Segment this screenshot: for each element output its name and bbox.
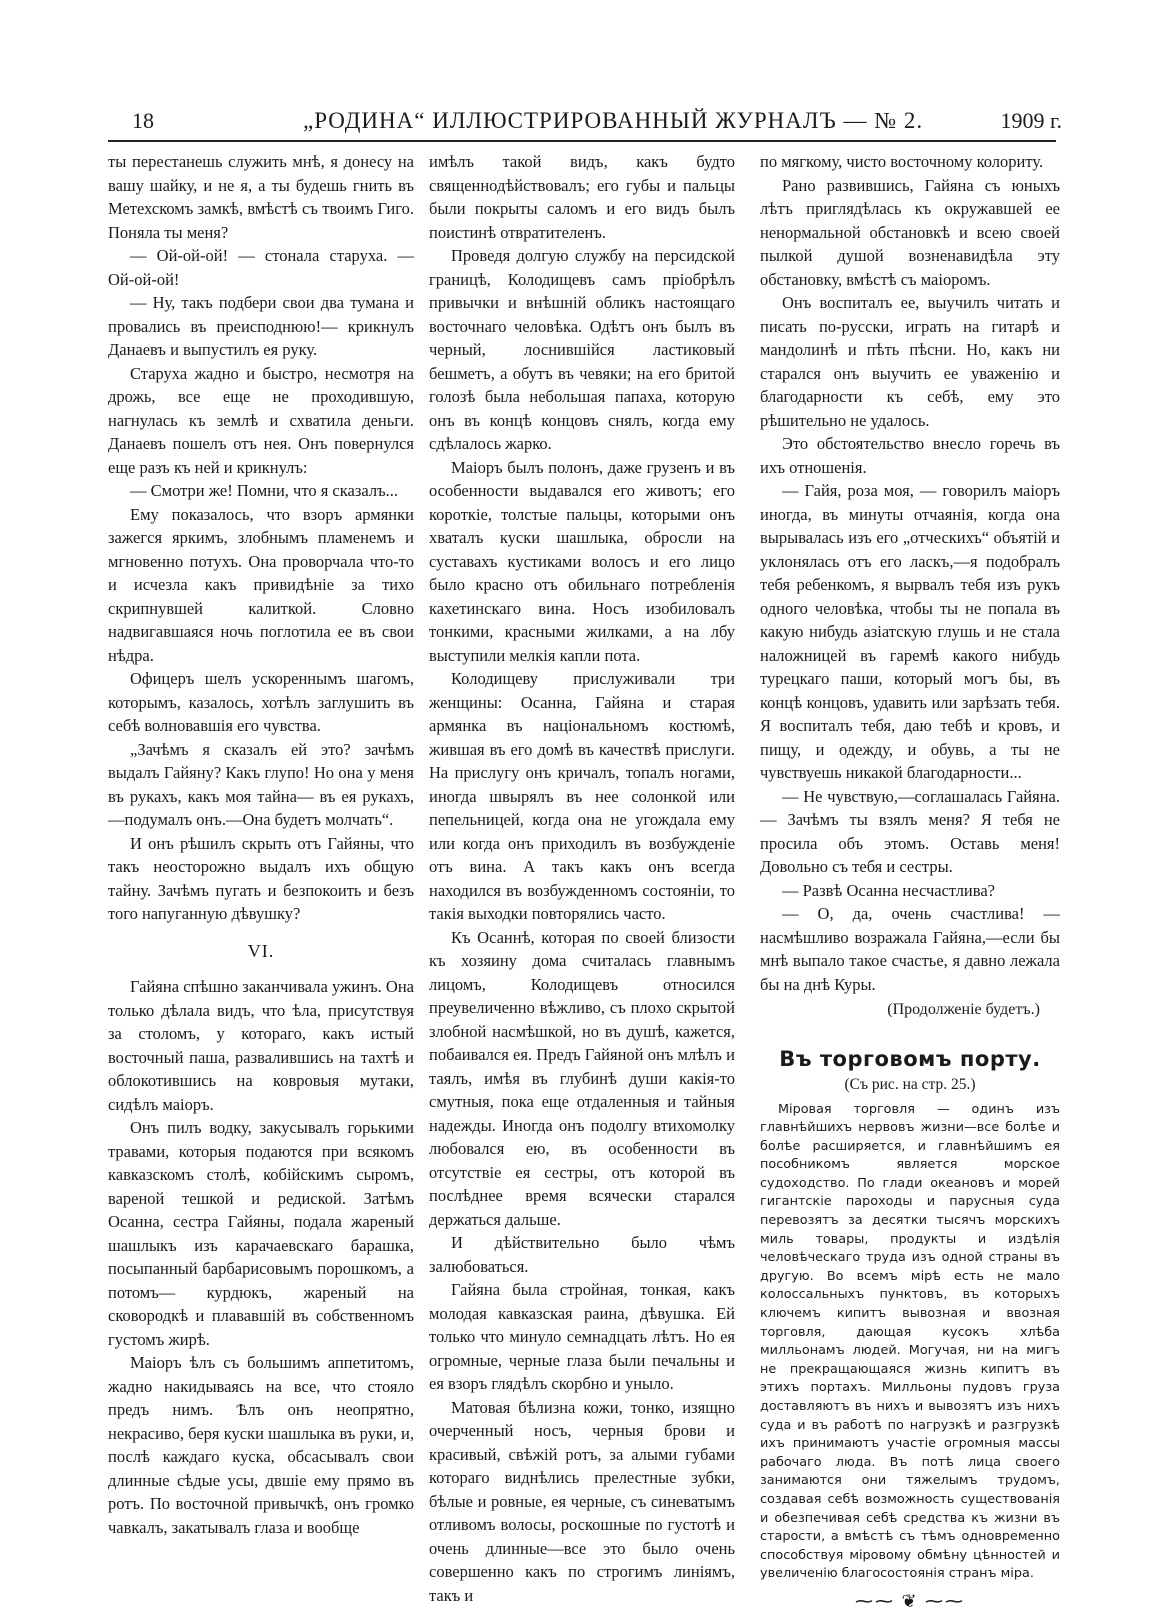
ornament-icon: ⁓⁓ ❦ ⁓⁓	[854, 1590, 966, 1611]
section-number: VI.	[247, 940, 275, 961]
paragraph: имѣлъ такой видъ, какъ будто священнодѣйствовалъ; его губы и пальцы были покрыты саломъ и его видъ былъ поистинѣ отвратителенъ.	[429, 152, 735, 242]
paragraph: Къ Осаннѣ, которая по своей близости къ хозяину дома считалась главнымъ лицомъ, Колодищевъ относился преувеличенно вѣжливо, съ плохо скрытой злобной насмѣшкой, но въ душѣ, кажется, побаивался ея. Предъ Гайяной онъ млѣлъ и таялъ, имѣя въ глубинѣ души какія-то смутныя, пока еще отдаленныя и тайныя надежды. Иногда онъ подолгу втихомолку любовался ею, въ особенности въ отсутствіе ея сестры, отъ которой въ послѣднее время всячески старался держаться дальше.	[429, 927, 735, 1229]
column-3	[760, 150, 1060, 1613]
header-rule	[108, 140, 1056, 142]
paragraph: — О, да, очень счастлива! — насмѣшливо возражала Гайяна,—если бы мнѣ выпало такое счастье, я давно лежала бы на днѣ Куры.	[760, 904, 1060, 994]
page-header	[118, 108, 1068, 144]
paragraph: ты перестанешь служить мнѣ, я донесу на вашу шайку, и не я, а ты будешь гнить въ Метехскомъ замкѣ, вмѣстѣ съ твоимъ Гиго. Поняла ты меня?	[108, 152, 414, 242]
paragraph: Гайяна спѣшно заканчивала ужинъ. Она только дѣлала видъ, что ѣла, присутствуя за столомъ, у котораго, какъ истый восточный паша, развалившись на тахтѣ и облокотившись на ковровыя мутаки, сидѣлъ маіоръ.	[108, 977, 414, 1114]
paragraph: Старуха жадно и быстро, несмотря на дрожь, все еще не проходившую, нагнулась къ землѣ и схватила деньги. Данаевъ пошелъ отъ нея. Онъ повернулся еще разъ къ ней и крикнулъ:	[108, 363, 414, 477]
paragraph: Гайяна была стройная, тонкая, какъ молодая кавказская раина, дѣвушка. Ей только что минуло семнадцать лѣтъ. Но ея огромные, черные глаза были печальны и ея взоръ глядѣлъ скорбно и уныло.	[429, 1280, 735, 1393]
paragraph: Это обстоятельство внесло горечь въ ихъ отношенія.	[760, 434, 1060, 477]
paragraph: — Смотри же! Помни, что я сказалъ...	[130, 481, 398, 500]
paragraph: Колодищеву прислуживали три женщины: Осанна, Гайяна и старая армянка въ національномъ костюмѣ, жившая въ его домѣ въ качествѣ прислуги. На прислугу онъ кричалъ, топалъ ногами, иногда швырялъ въ нее солонкой или пепельницей, когда она не угождала ему или когда онъ приходилъ въ возбужденіе отъ вина. А такъ какъ онъ всегда находился въ возбужденномъ состояніи, то такія выходки повторялись часто.	[429, 669, 735, 923]
column-2	[429, 150, 735, 1607]
paragraph: Рано развившись, Гайяна съ юныхъ лѣтъ приглядѣлась къ окружавшей ее ненормальной обстановкѣ и всею своей пылкой душой возненавидѣла эту обстановку, вмѣстѣ съ маіоромъ.	[760, 175, 1060, 289]
paragraph: И онъ рѣшилъ скрыть отъ Гайяны, что такъ неосторожно выдалъ ихъ общую тайну. Зачѣмъ пугать и безпокоить и безъ того напуганную дѣвушку?	[108, 833, 414, 923]
paragraph: И дѣйствительно было чѣмъ залюбоваться.	[429, 1233, 735, 1276]
paragraph: Офицеръ шелъ ускореннымъ шагомъ, которымъ, казалось, хотѣлъ заглушить въ себѣ волновавшія его чувства.	[108, 669, 414, 735]
paragraph: по мягкому, чисто восточному колориту.	[760, 152, 1044, 171]
to-be-continued: (Продолженіе будетъ.)	[887, 1001, 1040, 1018]
paragraph: „Зачѣмъ я сказалъ ей это? зачѣмъ выдалъ Гайяну? Какъ глупо! Но она у меня въ рукахъ, какъ моя тайна— въ ея рукахъ,—подумалъ онъ.—Она будетъ молчать“.	[108, 739, 414, 829]
column-1	[108, 150, 414, 1539]
paragraph: — Ой-ой-ой! — стонала старуха. — Ой-ой-ой!	[108, 246, 414, 289]
paragraph: — Развѣ Осанна несчастлива?	[782, 880, 995, 900]
paragraph: Проведя долгую службу на персидской границѣ, Колодищевъ самъ пріобрѣлъ привычки и внѣшній обликъ настоящаго восточнаго человѣка. Одѣтъ онъ былъ въ черный, лоснившійся ластиковый бешметъ, а обутъ въ чевяки; на его бритой голозѣ была небольшая папаха, которую онъ въ концѣ концовъ снялъ, когда ему сдѣлалось жарко.	[429, 246, 735, 453]
paragraph: Онъ пилъ водку, закусывалъ горькими травами, которыя подаются при всякомъ кавказскомъ столѣ, кобійскимъ сыромъ, вареной тешкой и редиской. Затѣмъ Осанна, сестра Гайяны, подала жареный шашлыкъ изъ карачаевскаго барашка, посыпанный барбарисовымъ порошкомъ, а потомъ— курдюкъ, жареный на сковородкѣ и плававшій въ собственномъ густомъ жирѣ.	[108, 1118, 414, 1349]
issue-year: 1909 г.	[1000, 108, 1062, 133]
paragraph: Міровая торговля — одинъ изъ главнѣйшихъ нервовъ жизни—все болѣе и болѣе расширяется, и главнѣйшимъ ея пособникомъ является морское судоходство. По глади океановъ и морей гигантскіе пароходы и парусныя суда перевозятъ за десятки тысячъ морскихъ миль товары, продукты и издѣлія человѣческаго труда изъ одной страны въ другую. Во всемъ мірѣ есть не мало колоссальныхъ пунктовъ, въ которыхъ ключемъ кипитъ вывозная и ввозная торговля, дающая кусокъ хлѣба милльонамъ людей. Могучая, ни на мигъ не прекращающаяся жизнь кипитъ въ этихъ портахъ. Милльоны пудовъ груза доставляютъ въ нихъ и вывозятъ изъ нихъ суда и въ работѣ по нагрузкѣ и разгрузкѣ ихъ принимаютъ участіе огромныя массы рабочаго люда. Въ потѣ лица своего занимаются они тяжелымъ трудомъ, создавая себѣ возможность существованія и обезпечивая себѣ средства къ жизни въ старости, а вмѣстѣ съ тѣмъ одновременно способствуя міровому обмѣну цѣнностей и увеличенію благосостоянія странъ міра.	[760, 1101, 1060, 1582]
article-subtitle: (Съ рис. на стр. 25.)	[844, 1076, 976, 1093]
paragraph: Маіоръ былъ полонъ, даже грузенъ и въ особенности выдавался его животъ; его короткіе, толстые пальцы, которыми онъ хваталъ куски шашлыка, обросли на суставахъ кустиками волосъ и его лицо было красно отъ обильнаго потребленія кахетинскаго вина. Носъ изобиловалъ тонкими, красными жилками, а на лбу выступили мелкія капли пота.	[429, 457, 735, 665]
article-title: Въ торговомъ порту.	[779, 1046, 1041, 1071]
paragraph: Маіоръ ѣлъ съ большимъ аппетитомъ, жадно накидываясь на все, что стояло предъ нимъ. Ѣлъ онъ неопрятно, некрасиво, беря куски шашлыка въ руки, и, послѣ каждаго куска, обсасывалъ свои длинные сѣдые усы, двшіе ему прямо въ ротъ. По восточной привычкѣ, онъ громко чавкалъ, закатывалъ глаза и вообще	[108, 1353, 414, 1537]
paragraph: Матовая бѣлизна кожи, тонко, изящно очерченный носъ, черныя брови и красивый, свѣжій ротъ, за алыми губами котораго виднѣлись прелестные зубки, бѣлые и ровные, ея черные, съ синеватымъ отливомъ волосы, роскошные по густотѣ и очень длинные—все это было очень совершенно какъ по строгимъ линіямъ, такъ и	[429, 1397, 735, 1605]
journal-title: „РОДИНА“ ИЛЛЮСТРИРОВАННЫЙ ЖУРНАЛЪ — № 2.	[303, 108, 924, 133]
page-number: 18	[132, 108, 154, 133]
article-body	[760, 1101, 1060, 1584]
paragraph: — Гайя, роза моя, — говорилъ маіоръ иногда, въ минуты отчаянія, когда она вырывалась изъ его „отческихъ“ объятій и уклонялась отъ его ласкъ,—я подобралъ тебя ребенкомъ, я вырвалъ тебя изъ рукъ одного человѣка, чтобы ты не попала въ какую нибудь азіатскую глушь и не стала наложницей въ гаремѣ какого нибудь турецкаго паши, который могъ бы, въ концѣ концовъ, удавить или зарѣзать тебя. Я воспиталъ тебя, даю тебѣ и кровъ, и пищу, и одежду, и обувь, а ты не чувствуешь никакой благодарности...	[760, 481, 1060, 782]
paragraph: — Ну, такъ подбери свои два тумана и провались въ преисподнюю!— крикнулъ Данаевъ и выпустилъ ея руку.	[108, 293, 414, 359]
paragraph: — Не чувствую,—соглашалась Гайяна. — Зачѣмъ ты взялъ меня? Я тебя не просила объ этомъ. Оставь меня! Довольно съ тебя и сестры.	[760, 786, 1060, 876]
paragraph: Ему показалось, что взоръ армянки зажегся яркимъ, злобнымъ пламенемъ и мгновенно потухъ. Она проворчала что-то и исчезла какъ привидѣніе за тихо скрипнувшей калиткой. Словно надвигавшаяся ночь поглотила ее въ свои нѣдра.	[108, 504, 414, 665]
paragraph: Онъ воспиталъ ее, выучилъ читать и писать по-русски, играть на гитарѣ и мандолинѣ и пѣть пѣсни. Но, какъ ни старался онъ выучить ее уваженію и благодарности къ себѣ, ему это рѣшительно не удалось.	[760, 293, 1060, 430]
